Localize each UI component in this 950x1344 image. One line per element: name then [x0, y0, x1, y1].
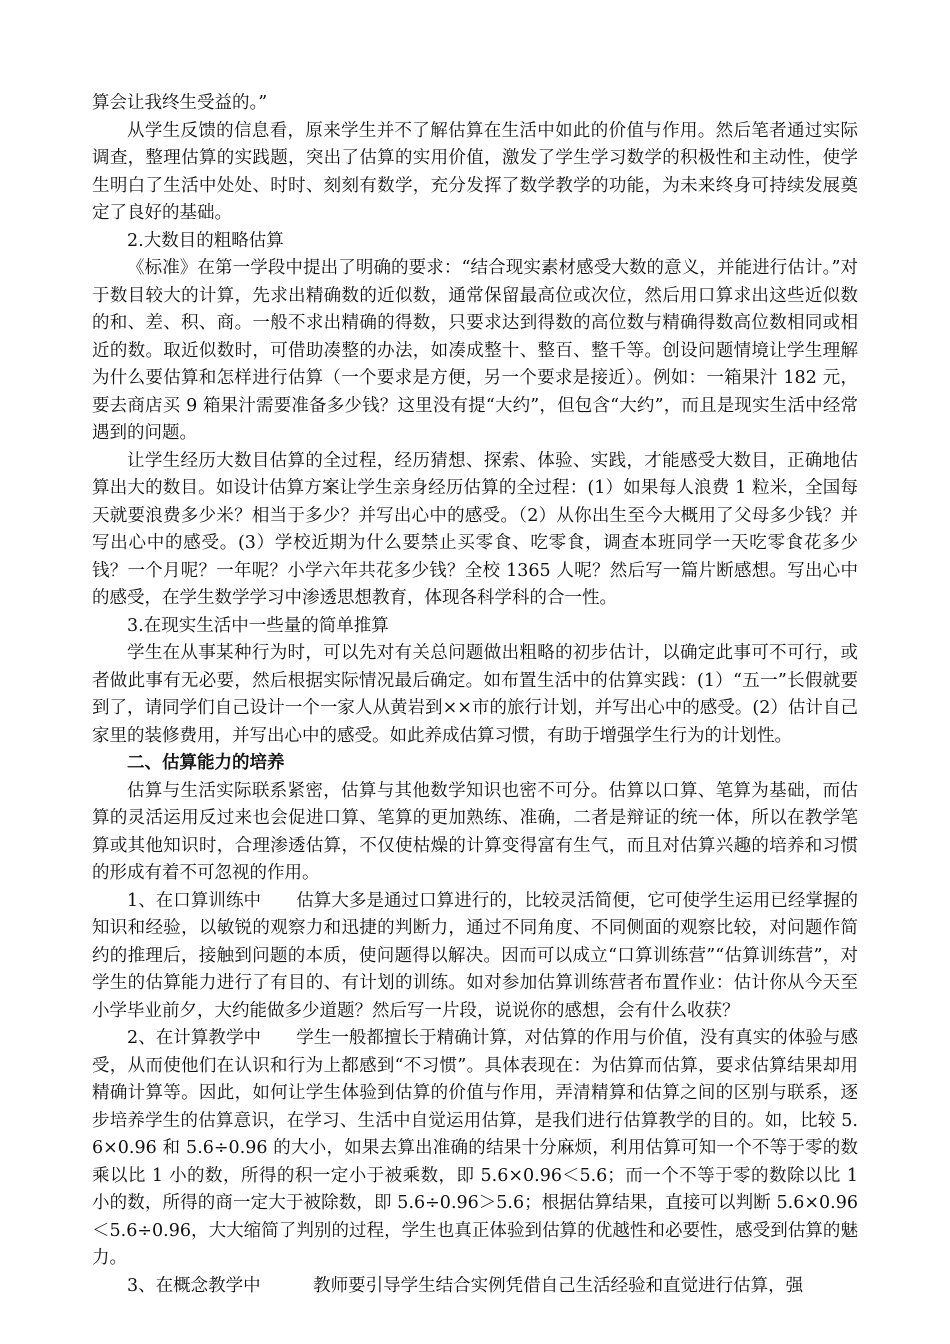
paragraph-feedback: 从学生反馈的信息看，原来学生并不了解估算在生活中如此的价值与作用。然后笔者通过实际调查，整理估算的实践题，突出了估算的实用价值，激发了学生学习数学的积极性和主动性，使学生明白了生活中处处、时时、刻刻有数学，充分发挥了数学教学的功能，为未来终身可持续发展奠定了良好的基础。: [92, 120, 858, 223]
paragraph-continuation: 算会让我终生受益的。”: [92, 93, 268, 113]
paragraph-daily-life-practice: 学生在从事某种行为时，可以先对有关总问题做出粗略的初步估计，以确定此事可不可行，或者做此事有无必要，然后根据实际情况最后确定。如布置生活中的估算实践：(1）“五一”长假就要到了，请同学们自己设计一个一家人从黄岩到××市的旅行计划，并写出心中的感受。(2）估计自己家里的装修费用，并写出心中的感受。如此养成估算习惯，有助于增强学生行为的计划性。: [92, 643, 858, 746]
paragraph-estimation-process: 让学生经历大数目估算的全过程，经历猜想、探索、体验、实践，才能感受大数目，正确地估算出大的数目。如设计估算方案让学生亲身经历估算的全过程：(1）如果每人浪费 1 粒米，全国每天就要浪费多少米？相当于多少？并写出心中的感受。（2）从你出生至今大概用了父母多少钱？并写出心中的感受。(3）学校近期为什么要禁止买零食、吃零食，调查本班同学一天吃零食花多少钱？一个月呢？一年呢？小学六年共花多少钱？全校 1365 人呢？然后写一篇片断感想。写出心中的感受，在学生数学学习中渗透思想教育，体现各科学科的合一性。: [92, 450, 858, 608]
paragraph-concept-teaching: 3、在概念教学中 教师要引导学生结合实例凭借自己生活经验和直觉进行估算，强: [127, 1275, 804, 1296]
paragraph-estimation-and-math: 估算与生活实际联系紧密，估算与其他数学知识也密不可分。估算以口算、笔算为基础，而估算的灵活运用反过来也会促进口算、笔算的更加熟练、准确，二者是辩证的统一体，所以在教学笔算或其他知识时，合理渗透估算，不仅使枯燥的计算变得富有生气，而且对估算兴趣的培养和习惯的形成有着不可忽视的作用。: [92, 780, 858, 883]
subheading-daily-life-inference: 3.在现实生活中一些量的简单推算: [127, 615, 389, 636]
paragraph-standard-requirements: 《标准》在第一学段中提出了明确的要求：“结合现实素材感受大数的意义，并能进行估计。”对于数目较大的计算，先求出精确数的近似数，通常保留最高位或次位，然后用口算求出这些近似数的和、差、积、商。一般不求出精确的得数，只要求达到得数的高位数与精确得数高位数相同或相近的数。取近似数时，可借助凑整的办法，如凑成整十、整百、整千等。创设问题情境让学生理解为什么要估算和怎样进行估算（一个要求是方便，另一个要求是接近）。例如：一箱果汁 182 元，要去商店买 9 箱果汁需要准备多少钱？这里没有提“大约”，但包含“大约”，而且是现实生活中经常遇到的问题。: [92, 258, 858, 443]
section-heading-ability-training: 二、估算能力的培养: [127, 753, 285, 773]
paragraph-calculation-teaching: 2、在计算教学中 学生一般都擅长于精确计算，对估算的作用与价值，没有真实的体验与感受，从而使他们在认识和行为上都感到“不习惯”。具体表现在：为估算而估算，要求估算结果却用精确计算等。因此，如何让学生体验到估算的价值与作用，弄清精算和估算之间的区别与联系，逐步培养学生的估算意识，在学习、生活中自觉运用估算，是我们进行估算教学的目的。如，比较 5.6×0.96 和 5.6÷0.96 的大小，如果去算出准确的结果十分麻烦，利用估算可知一个不等于零的数乘以比 1 小的数，所得的积一定小于被乘数，即 5.6×0.96＜5.6；而一个不等于零的数除以比 1 小的数，所得的商一定大于被除数，即 5.6÷0.96＞5.6；根据估算结果，直接可以判断 5.6×0.96＜5.6÷0.96，大大缩简了判别的过程，学生也真正体验到估算的优越性和必要性，感受到估算的魅力。: [92, 1028, 858, 1268]
paragraph-oral-calculation: 1、在口算训练中 估算大多是通过口算进行的，比较灵活简便，它可使学生运用已经掌握的知识和经验，以敏锐的观察力和迅捷的判断力，通过不同角度、不同侧面的观察比较，对问题作简约的推理后，接触到问题的本质，使问题得以解决。因而可以成立“口算训练营”“估算训练营”，对学生的估算能力进行了有目的、有计划的训练。如对参加估算训练营者布置作业：估计你从今天至小学毕业前夕，大约能做多少道题？然后写一片段，说说你的感想，会有什么收获？: [92, 890, 858, 1021]
subheading-large-number-estimation: 2.大数目的粗略估算: [127, 230, 284, 251]
